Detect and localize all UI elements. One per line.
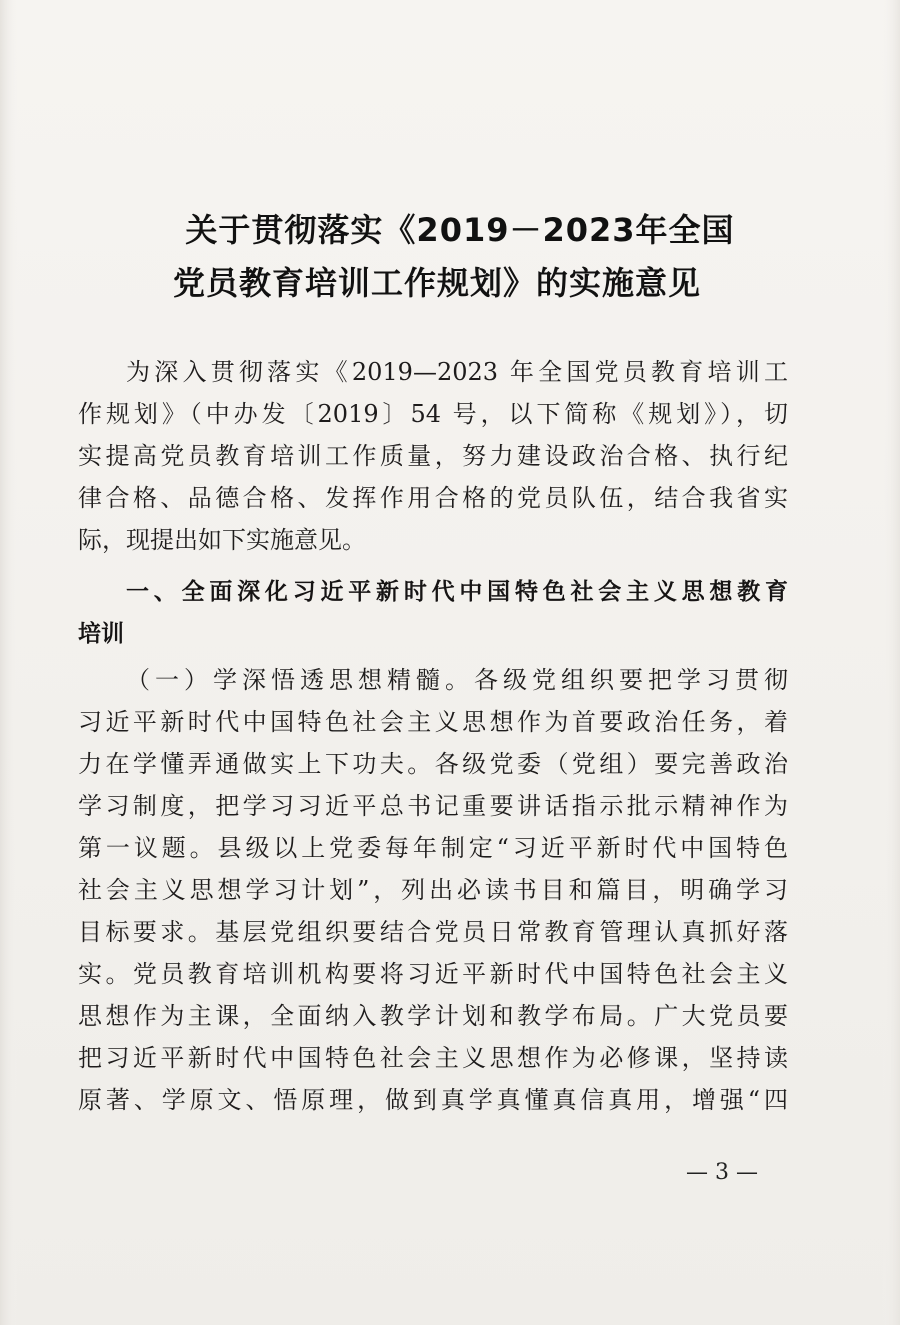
- paragraph-line: 实提高党员教育培训工作质量，努力建设政治合格、执行纪: [78, 442, 788, 470]
- paragraph-line: 力在学懂弄通做实上下功夫。各级党委（党组）要完善政治: [78, 750, 788, 778]
- paragraph-line: 为深入贯彻落实《2019—2023 年全国党员教育培训工: [126, 358, 788, 386]
- paragraph-line: 习近平新时代中国特色社会主义思想作为首要政治任务，着: [78, 708, 788, 736]
- paragraph-line: 律合格、品德合格、发挥作用合格的党员队伍，结合我省实: [78, 484, 788, 512]
- paragraph-line: 第一议题。县级以上党委每年制定“习近平新时代中国特色: [78, 834, 788, 862]
- document-title-line-2: 党员教育培训工作规划》的实施意见: [172, 264, 701, 302]
- section-heading-continued: 培训: [78, 621, 124, 647]
- paragraph-line: （一）学深悟透思想精髓。各级党组织要把学习贯彻: [126, 666, 788, 694]
- paragraph-line: 学习制度，把学习习近平总书记重要讲话指示批示精神作为: [78, 792, 788, 820]
- paragraph-line: 把习近平新时代中国特色社会主义思想作为必修课，坚持读: [78, 1044, 788, 1072]
- paragraph-line: 目标要求。基层党组织要结合党员日常教育管理认真抓好落: [78, 918, 788, 946]
- page-number: — 3 —: [686, 1160, 758, 1185]
- paragraph-line: 社会主义思想学习计划”，列出必读书目和篇目，明确学习: [78, 876, 788, 904]
- paragraph-line: 作规划》（中办发〔2019〕54 号，以下简称《规划》），切: [78, 400, 788, 428]
- paragraph-line: 际，现提出如下实施意见。: [78, 526, 366, 554]
- section-heading: 一、全面深化习近平新时代中国特色社会主义思想教育: [126, 579, 788, 605]
- document-title-line-1: 关于贯彻落实《2019－2023年全国: [185, 211, 735, 249]
- paragraph-line: 实。党员教育培训机构要将习近平新时代中国特色社会主义: [78, 960, 788, 988]
- paragraph-line: 原著、学原文、悟原理，做到真学真懂真信真用，增强“四: [78, 1086, 788, 1114]
- paragraph-line: 思想作为主课，全面纳入教学计划和教学布局。广大党员要: [78, 1002, 788, 1030]
